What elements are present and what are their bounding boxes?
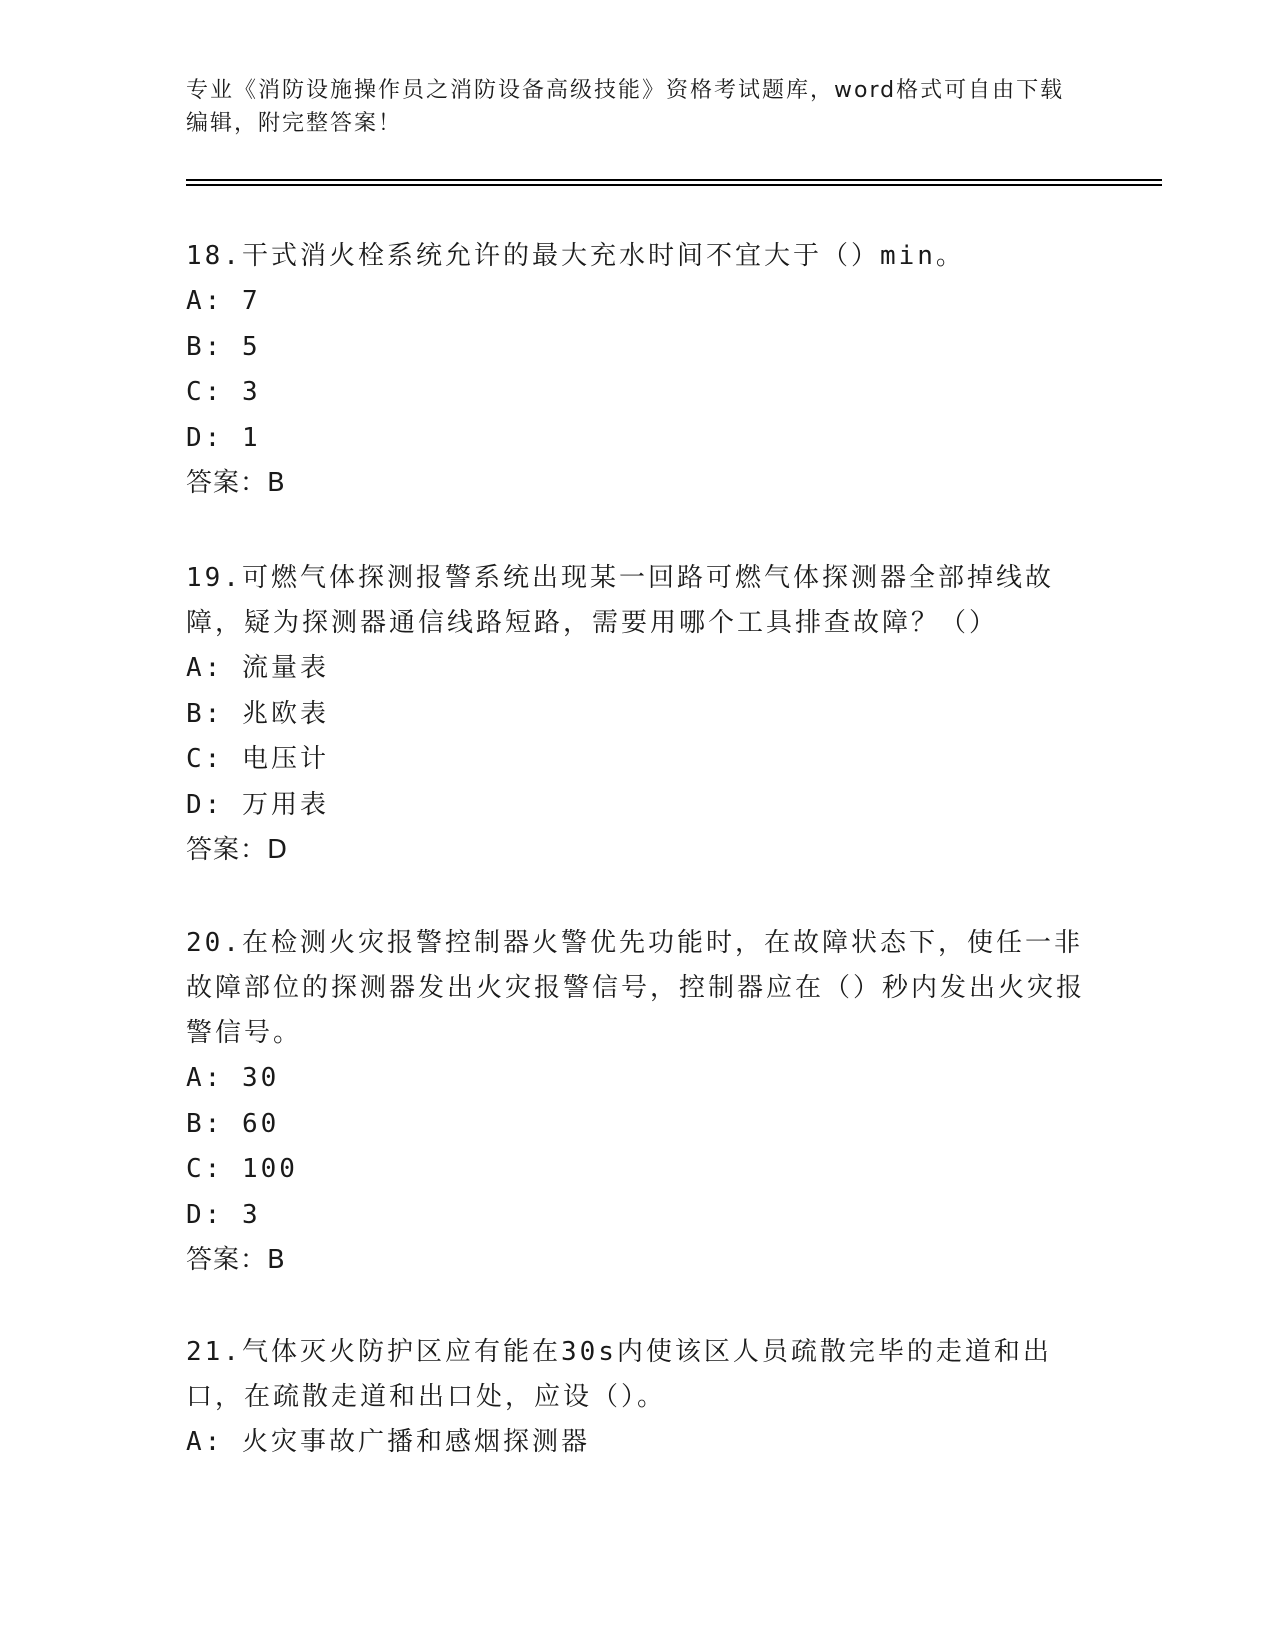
option-b: B: 兆欧表 [186,698,329,729]
header-divider-bottom [186,184,1162,186]
option-c: C: 100 [186,1154,298,1184]
document-header: 专业《消防设施操作员之消防设备高级技能》资格考试题库，word格式可自由下载编辑，附完整答案！ [186,78,1065,136]
option-c: C: 3 [186,377,261,407]
question-stem: 20.在检测火灾报警控制器火警优先功能时，在故障状态下，使任一非故障部位的探测器发出火灾报警信号，控制器应在（）秒内发出火灾报警信号。 [186,928,1086,1048]
option-d: D: 3 [186,1199,261,1230]
question-18 [186,234,1086,506]
question-stem: 21.气体灭火防护区应有能在30s内使该区人员疏散完毕的走道和出口，在疏散走道和出口处，应设（）。 [186,1337,1052,1412]
option-d: D: 万用表 [186,789,329,820]
option-a: A: 30 [186,1063,280,1093]
question-19 [186,556,1086,873]
option-a: A: 7 [186,286,261,316]
option-c: C: 电压计 [186,744,329,774]
question-20 [186,921,1086,1283]
option-a: A: 流量表 [186,653,329,683]
option-a: A: 火灾事故广播和感烟探测器 [186,1427,590,1457]
answer-label: 答案：B [186,468,286,498]
question-21 [186,1330,1086,1466]
header-divider-top [186,179,1162,181]
question-stem: 18.干式消火栓系统允许的最大充水时间不宜大于（）min。 [186,241,965,271]
answer-label: 答案：D [186,835,289,865]
question-stem: 19.可燃气体探测报警系统出现某一回路可燃气体探测器全部掉线故障，疑为探测器通信线路短路，需要用哪个工具排查故障？（） [186,563,1054,638]
option-b: B: 5 [186,331,261,362]
option-d: D: 1 [186,422,261,453]
option-b: B: 60 [186,1108,280,1139]
answer-label: 答案：B [186,1245,286,1275]
